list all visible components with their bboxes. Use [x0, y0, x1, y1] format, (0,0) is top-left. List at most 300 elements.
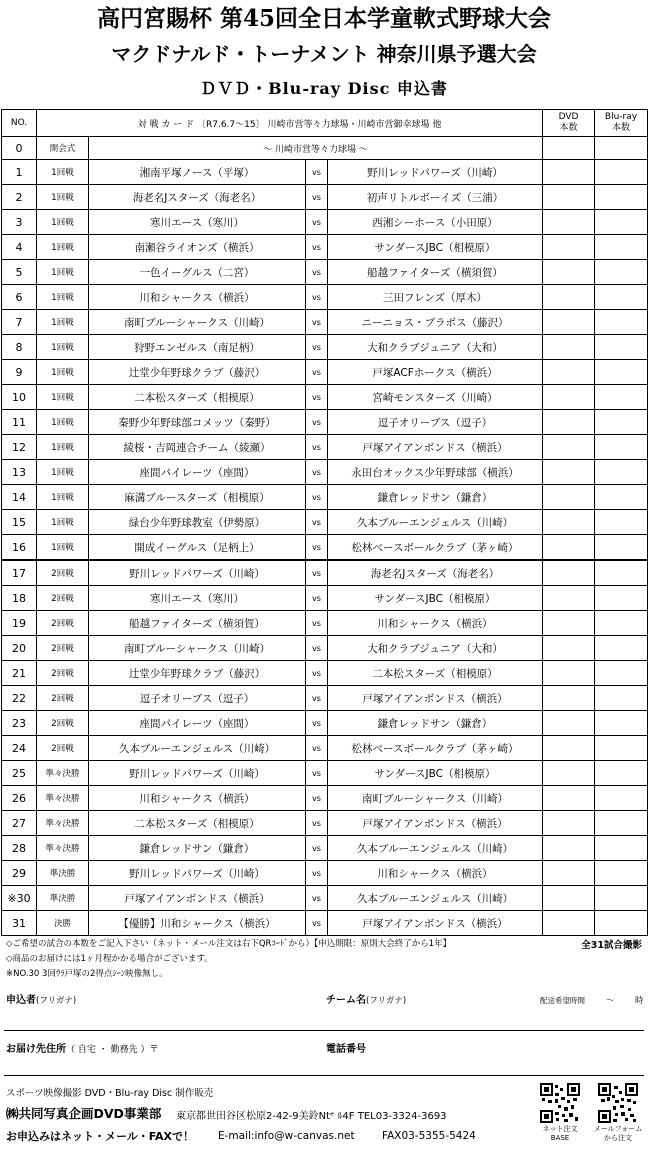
bluray-qty-input[interactable] [595, 861, 648, 886]
row-team1: 湘南平塚ノース（平塚） [89, 160, 306, 185]
row-no: 29 [2, 861, 37, 886]
bluray-qty-input[interactable] [595, 360, 648, 385]
order-table [1, 109, 648, 936]
row-no: 5 [2, 260, 37, 285]
row-team1: 秦野少年野球部コメッツ（秦野） [89, 410, 306, 435]
row-team2: 大和クラブジュニア（大和） [328, 335, 543, 360]
row-team1: 麻溝ブルースターズ（相模原） [89, 485, 306, 510]
row-no: 13 [2, 460, 37, 485]
bluray-qty-input[interactable] [595, 661, 648, 686]
qr-net-caption-line1: ネット注文 [542, 1125, 578, 1133]
row-vs: vs [306, 285, 328, 310]
match-row [2, 510, 648, 535]
match-row [2, 235, 648, 260]
row-team2: 久本ブルーエンジェルス（川崎） [328, 510, 543, 535]
col-dvd-line2: 本数 [559, 123, 578, 133]
match-row [2, 886, 648, 911]
row-team1: 川和シャークス（横浜） [89, 285, 306, 310]
row-vs: vs [306, 661, 328, 686]
match-row [2, 310, 648, 335]
row-no: 17 [2, 560, 37, 586]
row-vs: vs [306, 310, 328, 335]
bluray-qty-input[interactable] [595, 310, 648, 335]
row-no: ※30 [2, 886, 37, 911]
row-vs: vs [306, 911, 328, 936]
row-round: 2回戦 [37, 636, 89, 661]
col-bd-line1: Blu-ray [604, 112, 638, 122]
row-vs: vs [306, 260, 328, 285]
footer-company: ㈱共同写真企画DVD事業部 [6, 1106, 162, 1121]
form-title: ＤＶＤ・Blu-ray Disc 申込書 [200, 79, 448, 98]
row-no: 15 [2, 510, 37, 535]
row-no: 21 [2, 661, 37, 686]
row-vs: vs [306, 686, 328, 711]
applicant-label [6, 991, 76, 1006]
row-team1: 久本ブルーエンジェルス（川崎） [89, 736, 306, 761]
match-row [2, 560, 648, 586]
row-team2: 鎌倉レッドサン（鎌倉） [328, 711, 543, 736]
row-team2: 松林ベースボールクラブ（茅ヶ崎） [328, 535, 543, 561]
row-team2: 南町ブルーシャークス（川崎） [328, 786, 543, 811]
row-no: 24 [2, 736, 37, 761]
team-label [326, 991, 406, 1006]
bluray-qty-input[interactable] [595, 786, 648, 811]
row-team1: 狩野エンゼルス（南足柄） [89, 335, 306, 360]
row-no: 8 [2, 335, 37, 360]
col-no-header: NO. [2, 110, 37, 137]
bluray-qty-input[interactable] [595, 811, 648, 836]
address-label [6, 1040, 158, 1055]
row-vs: vs [306, 360, 328, 385]
row-vs: vs [306, 611, 328, 636]
dvd-qty-input[interactable] [543, 861, 595, 886]
col-bluray-header [595, 110, 648, 137]
row-round: 1回戦 [37, 485, 89, 510]
opening-row [2, 137, 648, 160]
row-round: 準々決勝 [37, 761, 89, 786]
row-vs: vs [306, 786, 328, 811]
match-row [2, 485, 648, 510]
match-row [2, 686, 648, 711]
row-vs: vs [306, 535, 328, 561]
opening-venue: ～ 川崎市営等々力球場 ～ [89, 137, 543, 160]
qr-mail-caption-line2: から注文 [604, 1134, 632, 1142]
row-team1: 辻堂少年野球クラブ（藤沢） [89, 661, 306, 686]
match-row [2, 160, 648, 185]
row-team1: 寒川エース（寒川） [89, 586, 306, 611]
match-row [2, 911, 648, 936]
row-team1: 鎌倉レッドサン（鎌倉） [89, 836, 306, 861]
table-header-row [2, 110, 648, 137]
match-row [2, 260, 648, 285]
row-team2: 船越ファイターズ（横須賀） [328, 260, 543, 285]
dvd-qty-input[interactable] [543, 761, 595, 786]
dvd-qty-input[interactable] [543, 661, 595, 686]
row-round: 1回戦 [37, 160, 89, 185]
row-team2: 宮崎モンスターズ（川崎） [328, 385, 543, 410]
row-team1: 野川レッドパワーズ（川崎） [89, 560, 306, 586]
col-bd-line2: 本数 [612, 123, 631, 133]
match-row [2, 836, 648, 861]
row-round: 2回戦 [37, 611, 89, 636]
match-row [2, 210, 648, 235]
bluray-qty-input[interactable] [595, 210, 648, 235]
row-team2: 初声リトルボーイズ（三浦） [328, 185, 543, 210]
dvd-qty-input[interactable] [543, 786, 595, 811]
row-round: 1回戦 [37, 410, 89, 435]
row-no: 2 [2, 185, 37, 210]
row-round: 1回戦 [37, 185, 89, 210]
row-team2: 逗子オリーブス（逗子） [328, 410, 543, 435]
row-team1: 野川レッドパワーズ（川崎） [89, 761, 306, 786]
total-games: 全31試合撮影 [581, 940, 642, 951]
match-row [2, 185, 648, 210]
row-vs: vs [306, 160, 328, 185]
note-delivery: ◇商品のお届けには1ヶ月程かかる場合がございます。 [6, 954, 213, 964]
dvd-qty-input[interactable] [543, 210, 595, 235]
applicant-underline [4, 1030, 644, 1031]
match-row [2, 535, 648, 561]
row-no: 6 [2, 285, 37, 310]
row-no: 28 [2, 836, 37, 861]
row-no: 16 [2, 535, 37, 561]
footer-email[interactable]: E-mail:info@w-canvas.net [218, 1130, 355, 1142]
row-round: 1回戦 [37, 535, 89, 561]
qr-net-caption-line2: BASE [550, 1134, 570, 1142]
row-vs: vs [306, 560, 328, 586]
dvd-qty-input[interactable] [543, 586, 595, 611]
bluray-qty-input[interactable] [595, 886, 648, 911]
row-round: 2回戦 [37, 560, 89, 586]
dvd-qty-input[interactable] [543, 335, 595, 360]
row-no: 3 [2, 210, 37, 235]
row-vs: vs [306, 435, 328, 460]
row-vs: vs [306, 761, 328, 786]
dvd-qty-input[interactable] [543, 185, 595, 210]
row-no: 19 [2, 611, 37, 636]
footer-order: お申込みはネット・メール・FAXで！ [6, 1130, 195, 1143]
row-team2: 戸塚アイアンボンドス（横浜） [328, 911, 543, 936]
row-no: 18 [2, 586, 37, 611]
row-no: 4 [2, 235, 37, 260]
bluray-qty-input[interactable] [595, 761, 648, 786]
row-team1: 川和シャークス（横浜） [89, 786, 306, 811]
row-round: 1回戦 [37, 385, 89, 410]
qr-net-order-icon[interactable] [540, 1083, 580, 1123]
row-no: 11 [2, 410, 37, 435]
row-vs: vs [306, 385, 328, 410]
delivery-time-unit: 時 [635, 996, 644, 1006]
row-team2: 鎌倉レッドサン（鎌倉） [328, 485, 543, 510]
match-row [2, 285, 648, 310]
dvd-qty-input[interactable] [543, 410, 595, 435]
dvd-qty-input[interactable] [543, 285, 595, 310]
qr-mail-form-icon[interactable] [598, 1083, 638, 1123]
row-no: 27 [2, 811, 37, 836]
dvd-qty-input[interactable] [543, 235, 595, 260]
row-team2: 戸塚ACFホークス（横浜） [328, 360, 543, 385]
qr-mail-caption [590, 1125, 646, 1143]
row-no: 22 [2, 686, 37, 711]
row-team2: 川和シャークス（横浜） [328, 611, 543, 636]
row-team1: 二本松スターズ（相模原） [89, 811, 306, 836]
row-vs: vs [306, 335, 328, 360]
row-team2: 久本ブルーエンジェルス（川崎） [328, 836, 543, 861]
row-no: 31 [2, 911, 37, 936]
row-team1: 座間パイレーツ（座間） [89, 460, 306, 485]
match-row [2, 786, 648, 811]
row-no: 9 [2, 360, 37, 385]
delivery-time-sep: ～ [606, 996, 615, 1006]
bluray-qty-input[interactable] [595, 485, 648, 510]
match-row [2, 861, 648, 886]
dvd-qty-input[interactable] [543, 535, 595, 561]
match-row [2, 460, 648, 485]
delivery-time-label: 配送希望時間 [540, 996, 585, 1005]
note-missing-footage: ※NO.30 3回ｳﾗ戸塚の2得点ｼｰﾝ映像無し。 [6, 969, 168, 979]
row-team2: 戸塚アイアンボンドス（横浜） [328, 811, 543, 836]
row-round: 1回戦 [37, 235, 89, 260]
row-team1: 綾桜・吉岡連合チーム（綾瀬） [89, 435, 306, 460]
match-row [2, 811, 648, 836]
row-round: 決勝 [37, 911, 89, 936]
bluray-qty-input[interactable] [595, 836, 648, 861]
phone-label: 電話番号 [326, 1044, 366, 1055]
bluray-qty-input[interactable] [595, 385, 648, 410]
row-no: 20 [2, 636, 37, 661]
match-row [2, 736, 648, 761]
bluray-qty-input[interactable] [595, 711, 648, 736]
row-vs: vs [306, 410, 328, 435]
row-round: 準決勝 [37, 886, 89, 911]
bluray-qty-input[interactable] [595, 335, 648, 360]
dvd-qty-input[interactable] [543, 310, 595, 335]
dvd-qty-input[interactable] [543, 137, 595, 160]
row-team2: サンダースJBC（相模原） [328, 235, 543, 260]
match-row [2, 435, 648, 460]
bluray-qty-input[interactable] [595, 586, 648, 611]
bluray-qty-input[interactable] [595, 560, 648, 586]
dvd-qty-input[interactable] [543, 160, 595, 185]
row-vs: vs [306, 485, 328, 510]
match-row [2, 385, 648, 410]
dvd-qty-input[interactable] [543, 435, 595, 460]
row-team2: 松林ベースボールクラブ（茅ヶ崎） [328, 736, 543, 761]
row-team1: 座間パイレーツ（座間） [89, 711, 306, 736]
dvd-qty-input[interactable] [543, 736, 595, 761]
row-vs: vs [306, 636, 328, 661]
dvd-qty-input[interactable] [543, 485, 595, 510]
bluray-qty-input[interactable] [595, 235, 648, 260]
dvd-qty-input[interactable] [543, 385, 595, 410]
bluray-qty-input[interactable] [595, 137, 648, 160]
dvd-qty-input[interactable] [543, 886, 595, 911]
applicant-kana: (フリガナ) [36, 996, 77, 1006]
row-team2: 久本ブルーエンジェルス（川崎） [328, 886, 543, 911]
row-round: 1回戦 [37, 285, 89, 310]
row-team2: 永田台オックス少年野球部（横浜） [328, 460, 543, 485]
page-subtitle: マクドナルド・トーナメント 神奈川県予選大会 [111, 42, 537, 66]
row-vs: vs [306, 811, 328, 836]
row-round: 1回戦 [37, 210, 89, 235]
page-title: 高円宮賜杯 第45回全日本学童軟式野球大会 [96, 5, 551, 32]
team-kana: (フリガナ) [366, 996, 407, 1006]
row-vs: vs [306, 711, 328, 736]
match-row [2, 335, 648, 360]
row-round: 1回戦 [37, 310, 89, 335]
row-team1: 南町ブルーシャークス（川崎） [89, 310, 306, 335]
match-row [2, 611, 648, 636]
match-row [2, 711, 648, 736]
row-vs: vs [306, 460, 328, 485]
row-round: 1回戦 [37, 435, 89, 460]
row-round: 準々決勝 [37, 786, 89, 811]
footer-address: 東京都世田谷区松原2-42-9美鈴Ntᵉ ﾙ4F TEL03-3324-3693 [176, 1111, 447, 1122]
row-team2: サンダースJBC（相模原） [328, 761, 543, 786]
bluray-qty-input[interactable] [595, 185, 648, 210]
bluray-qty-input[interactable] [595, 460, 648, 485]
bluray-qty-input[interactable] [595, 510, 648, 535]
team-label-text: チーム名 [326, 995, 366, 1006]
applicant-label-text: 申込者 [6, 995, 36, 1006]
row-team1: 海老名Jスターズ（海老名） [89, 185, 306, 210]
match-row [2, 410, 648, 435]
bluray-qty-input[interactable] [595, 160, 648, 185]
row-round: 1回戦 [37, 360, 89, 385]
row-round: 2回戦 [37, 686, 89, 711]
dvd-qty-input[interactable] [543, 260, 595, 285]
row-vs: vs [306, 861, 328, 886]
address-label-text: お届け先住所 [6, 1044, 66, 1055]
row-round: 準々決勝 [37, 836, 89, 861]
row-team2: 二本松スターズ（相模原） [328, 661, 543, 686]
bluray-qty-input[interactable] [595, 260, 648, 285]
dvd-qty-input[interactable] [543, 611, 595, 636]
row-no: 1 [2, 160, 37, 185]
row-round: 準々決勝 [37, 811, 89, 836]
row-round: 1回戦 [37, 335, 89, 360]
row-no: 23 [2, 711, 37, 736]
col-card-header: 対 戦 カ ー ド 〔R7.6.7～15〕 川崎市営等々力球場・川崎市営御幸球場 他 [37, 110, 543, 137]
dvd-qty-input[interactable] [543, 360, 595, 385]
match-row [2, 586, 648, 611]
row-team1: 野川レッドパワーズ（川崎） [89, 861, 306, 886]
row-no: 26 [2, 786, 37, 811]
row-no: 25 [2, 761, 37, 786]
row-team2: 大和クラブジュニア（大和） [328, 636, 543, 661]
qr-net-caption [534, 1125, 586, 1143]
match-row [2, 661, 648, 686]
row-round: 開会式 [37, 137, 89, 160]
row-vs: vs [306, 886, 328, 911]
row-team1: 【優勝】川和シャークス（横浜） [89, 911, 306, 936]
row-team1: 開成イーグルス（足柄上） [89, 535, 306, 561]
row-team2: 海老名Jスターズ（海老名） [328, 560, 543, 586]
dvd-qty-input[interactable] [543, 836, 595, 861]
row-team1: 二本松スターズ（相模原） [89, 385, 306, 410]
row-vs: vs [306, 586, 328, 611]
row-no: 14 [2, 485, 37, 510]
bluray-qty-input[interactable] [595, 285, 648, 310]
dvd-qty-input[interactable] [543, 711, 595, 736]
footer-fax: FAX03-5355-5424 [382, 1130, 476, 1142]
row-round: 2回戦 [37, 736, 89, 761]
dvd-qty-input[interactable] [543, 636, 595, 661]
bluray-qty-input[interactable] [595, 435, 648, 460]
bluray-qty-input[interactable] [595, 736, 648, 761]
dvd-qty-input[interactable] [543, 811, 595, 836]
row-team1: 逗子オリーブス（逗子） [89, 686, 306, 711]
note-order: ◇ご希望の試合の本数をご記入下さい（ネット・メール注文は右下QRｺｰﾄﾞから）【申込期限：原則大会終了から1年】 [6, 939, 452, 949]
address-sub: （ 自宅 ・ 勤務先 ）〒 [66, 1045, 159, 1055]
row-team1: 緑台少年野球教室（伊勢原） [89, 510, 306, 535]
row-round: 2回戦 [37, 586, 89, 611]
row-no: 0 [2, 137, 37, 160]
row-no: 10 [2, 385, 37, 410]
row-vs: vs [306, 736, 328, 761]
row-team2: 川和シャークス（横浜） [328, 861, 543, 886]
address-underline [4, 1075, 644, 1076]
bluray-qty-input[interactable] [595, 535, 648, 561]
row-vs: vs [306, 210, 328, 235]
row-round: 1回戦 [37, 510, 89, 535]
col-dvd-line1: DVD [558, 112, 579, 122]
row-no: 7 [2, 310, 37, 335]
row-team1: 辻堂少年野球クラブ（藤沢） [89, 360, 306, 385]
row-round: 1回戦 [37, 260, 89, 285]
row-round: 準決勝 [37, 861, 89, 886]
row-team2: 三田フレンズ（厚木） [328, 285, 543, 310]
footer-tagline: スポーツ映像撮影 DVD・Blu-ray Disc 制作販売 [6, 1088, 214, 1099]
row-team2: 西湘シーホース（小田原） [328, 210, 543, 235]
bluray-qty-input[interactable] [595, 611, 648, 636]
row-vs: vs [306, 836, 328, 861]
row-round: 2回戦 [37, 661, 89, 686]
match-row [2, 360, 648, 385]
qr-mail-caption-line1: メールフォーム [593, 1125, 643, 1133]
row-vs: vs [306, 235, 328, 260]
row-round: 2回戦 [37, 711, 89, 736]
bluray-qty-input[interactable] [595, 686, 648, 711]
dvd-qty-input[interactable] [543, 460, 595, 485]
row-team1: 一色イーグルス（二宮） [89, 260, 306, 285]
dvd-qty-input[interactable] [543, 510, 595, 535]
row-no: 12 [2, 435, 37, 460]
row-vs: vs [306, 510, 328, 535]
row-team1: 南町ブルーシャークス（川崎） [89, 636, 306, 661]
row-team1: 南瀬谷ライオンズ（横浜） [89, 235, 306, 260]
dvd-qty-input[interactable] [543, 911, 595, 936]
row-team2: 野川レッドパワーズ（川崎） [328, 160, 543, 185]
bluray-qty-input[interactable] [595, 410, 648, 435]
dvd-qty-input[interactable] [543, 686, 595, 711]
match-row [2, 636, 648, 661]
col-dvd-header [543, 110, 595, 137]
row-team2: ニーニョス・ブラボス（藤沢） [328, 310, 543, 335]
match-row [2, 761, 648, 786]
dvd-qty-input[interactable] [543, 560, 595, 586]
row-vs: vs [306, 185, 328, 210]
row-team2: サンダースJBC（相模原） [328, 586, 543, 611]
bluray-qty-input[interactable] [595, 636, 648, 661]
row-team1: 戸塚アイアンボンドス（横浜） [89, 886, 306, 911]
row-round: 1回戦 [37, 460, 89, 485]
row-team1: 船越ファイターズ（横須賀） [89, 611, 306, 636]
row-team2: 戸塚アイアンボンドス（横浜） [328, 435, 543, 460]
row-team2: 戸塚アイアンボンドス（横浜） [328, 686, 543, 711]
bluray-qty-input[interactable] [595, 911, 648, 936]
row-team1: 寒川エース（寒川） [89, 210, 306, 235]
